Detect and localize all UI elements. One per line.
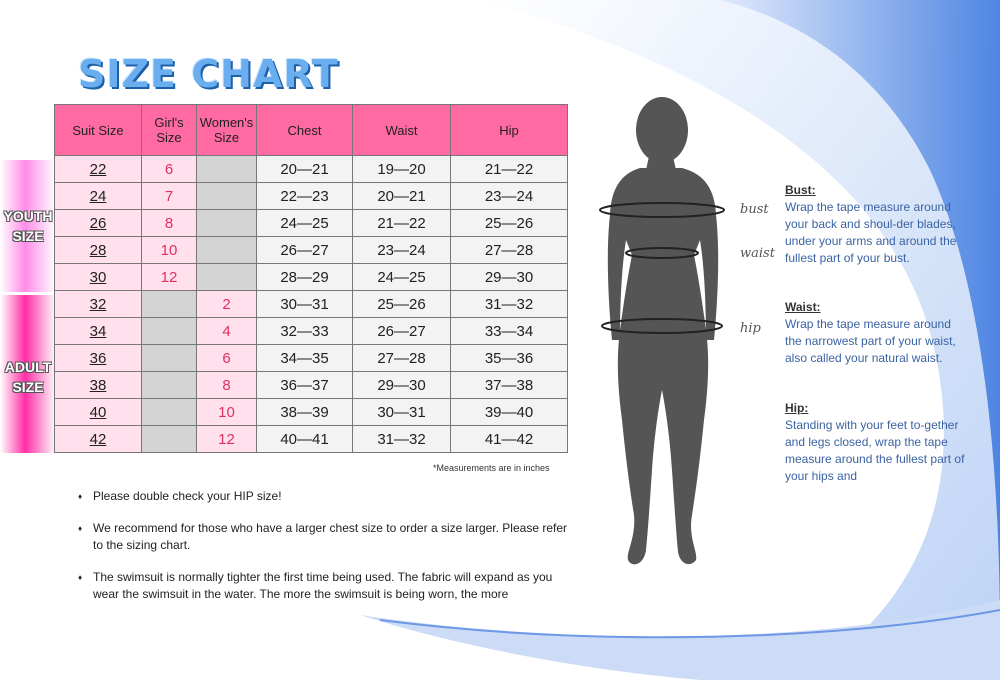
tip-item: ♦ The swimsuit is normally tighter the first time being used. The fabric will expand as you wear the swimsuit in the water. The more the swimsuit is being worn, the more	[78, 569, 568, 603]
cell-womens-size: 10	[197, 399, 257, 426]
cell-chest: 24—25	[257, 210, 353, 237]
table-row	[55, 318, 568, 345]
cell-hip: 41—42	[451, 426, 568, 453]
header-suit-size: Suit Size	[55, 105, 142, 156]
cell-girls-size	[142, 291, 197, 318]
cell-womens-size	[197, 237, 257, 264]
cell-suit-size: 28	[55, 237, 142, 264]
cell-chest: 34—35	[257, 345, 353, 372]
header-chest: Chest	[257, 105, 353, 156]
cell-girls-size	[142, 399, 197, 426]
tip-item: ♦ We recommend for those who have a larger chest size to order a size larger. Please refer to the sizing chart.	[78, 520, 568, 554]
cell-chest: 22—23	[257, 183, 353, 210]
cell-hip: 27—28	[451, 237, 568, 264]
bust-title: Bust:	[785, 183, 816, 197]
cell-waist: 29—30	[353, 372, 451, 399]
waist-title: Waist:	[785, 300, 821, 314]
bust-label: bust	[740, 202, 769, 217]
cell-hip: 31—32	[451, 291, 568, 318]
table-row	[55, 210, 568, 237]
cell-girls-size: 8	[142, 210, 197, 237]
table-row	[55, 237, 568, 264]
cell-waist: 25—26	[353, 291, 451, 318]
cell-womens-size: 2	[197, 291, 257, 318]
bust-text: Wrap the tape measure around your back and shoul-der blades, under your arms and around the fullest part of your bust.	[785, 200, 957, 265]
cell-girls-size: 10	[142, 237, 197, 264]
cell-hip: 21—22	[451, 156, 568, 183]
cell-hip: 25—26	[451, 210, 568, 237]
cell-girls-size: 6	[142, 156, 197, 183]
waist-label: waist	[740, 246, 775, 261]
cell-suit-size: 30	[55, 264, 142, 291]
cell-waist: 24—25	[353, 264, 451, 291]
table-row	[55, 264, 568, 291]
cell-waist: 19—20	[353, 156, 451, 183]
youth-label-line2: SIZE	[12, 228, 44, 244]
cell-womens-size	[197, 210, 257, 237]
tips-list	[78, 488, 568, 618]
header-womens-size: Women's Size	[197, 105, 257, 156]
cell-suit-size: 34	[55, 318, 142, 345]
cell-womens-size: 8	[197, 372, 257, 399]
hip-title: Hip:	[785, 401, 809, 415]
waist-text: Wrap the tape measure around the narrowest part of your waist, also called your natural waist.	[785, 317, 956, 365]
cell-waist: 21—22	[353, 210, 451, 237]
cell-hip: 29—30	[451, 264, 568, 291]
cell-girls-size: 7	[142, 183, 197, 210]
size-table	[54, 104, 568, 453]
cell-suit-size: 40	[55, 399, 142, 426]
table-row	[55, 399, 568, 426]
youth-size-label	[0, 160, 56, 292]
table-row	[55, 372, 568, 399]
cell-hip: 39—40	[451, 399, 568, 426]
header-girls-size: Girl's Size	[142, 105, 197, 156]
cell-womens-size	[197, 156, 257, 183]
table-row	[55, 345, 568, 372]
hip-text: Standing with your feet to-gether and legs closed, wrap the tape measure around the fullest part of your hips and	[785, 418, 965, 483]
cell-girls-size	[142, 318, 197, 345]
cell-suit-size: 24	[55, 183, 142, 210]
youth-label-line1: YOUTH	[3, 208, 53, 224]
cell-waist: 26—27	[353, 318, 451, 345]
cell-chest: 32—33	[257, 318, 353, 345]
cell-chest: 40—41	[257, 426, 353, 453]
cell-suit-size: 22	[55, 156, 142, 183]
waist-instructions	[785, 299, 965, 367]
body-silhouette	[580, 90, 740, 580]
cell-hip: 35—36	[451, 345, 568, 372]
cell-waist: 30—31	[353, 399, 451, 426]
measurement-note: *Measurements are in inches	[433, 463, 550, 473]
cell-chest: 30—31	[257, 291, 353, 318]
cell-girls-size	[142, 426, 197, 453]
table-row	[55, 291, 568, 318]
header-hip: Hip	[451, 105, 568, 156]
cell-suit-size: 32	[55, 291, 142, 318]
cell-womens-size: 4	[197, 318, 257, 345]
adult-size-label	[0, 295, 56, 453]
cell-waist: 31—32	[353, 426, 451, 453]
adult-label-line2: SIZE	[12, 379, 44, 395]
table-row	[55, 156, 568, 183]
cell-hip: 23—24	[451, 183, 568, 210]
adult-label-line1: ADULT	[4, 359, 52, 375]
cell-womens-size: 6	[197, 345, 257, 372]
cell-girls-size	[142, 372, 197, 399]
cell-waist: 23—24	[353, 237, 451, 264]
cell-chest: 28—29	[257, 264, 353, 291]
cell-hip: 37—38	[451, 372, 568, 399]
cell-suit-size: 42	[55, 426, 142, 453]
cell-chest: 26—27	[257, 237, 353, 264]
cell-girls-size	[142, 345, 197, 372]
cell-suit-size: 38	[55, 372, 142, 399]
table-header-row	[55, 105, 568, 156]
cell-suit-size: 36	[55, 345, 142, 372]
table-body	[55, 156, 568, 453]
cell-womens-size: 12	[197, 426, 257, 453]
cell-chest: 38—39	[257, 399, 353, 426]
table-row	[55, 183, 568, 210]
tip-item: ♦ Please double check your HIP size!	[78, 488, 568, 505]
cell-suit-size: 26	[55, 210, 142, 237]
cell-waist: 27—28	[353, 345, 451, 372]
page-title: SIZE CHART	[78, 52, 339, 96]
bust-instructions	[785, 182, 965, 267]
cell-womens-size	[197, 183, 257, 210]
header-waist: Waist	[353, 105, 451, 156]
cell-girls-size: 12	[142, 264, 197, 291]
cell-chest: 36—37	[257, 372, 353, 399]
hip-instructions	[785, 400, 965, 485]
hip-label: hip	[740, 321, 761, 336]
table-row	[55, 426, 568, 453]
cell-hip: 33—34	[451, 318, 568, 345]
cell-chest: 20—21	[257, 156, 353, 183]
cell-womens-size	[197, 264, 257, 291]
cell-waist: 20—21	[353, 183, 451, 210]
